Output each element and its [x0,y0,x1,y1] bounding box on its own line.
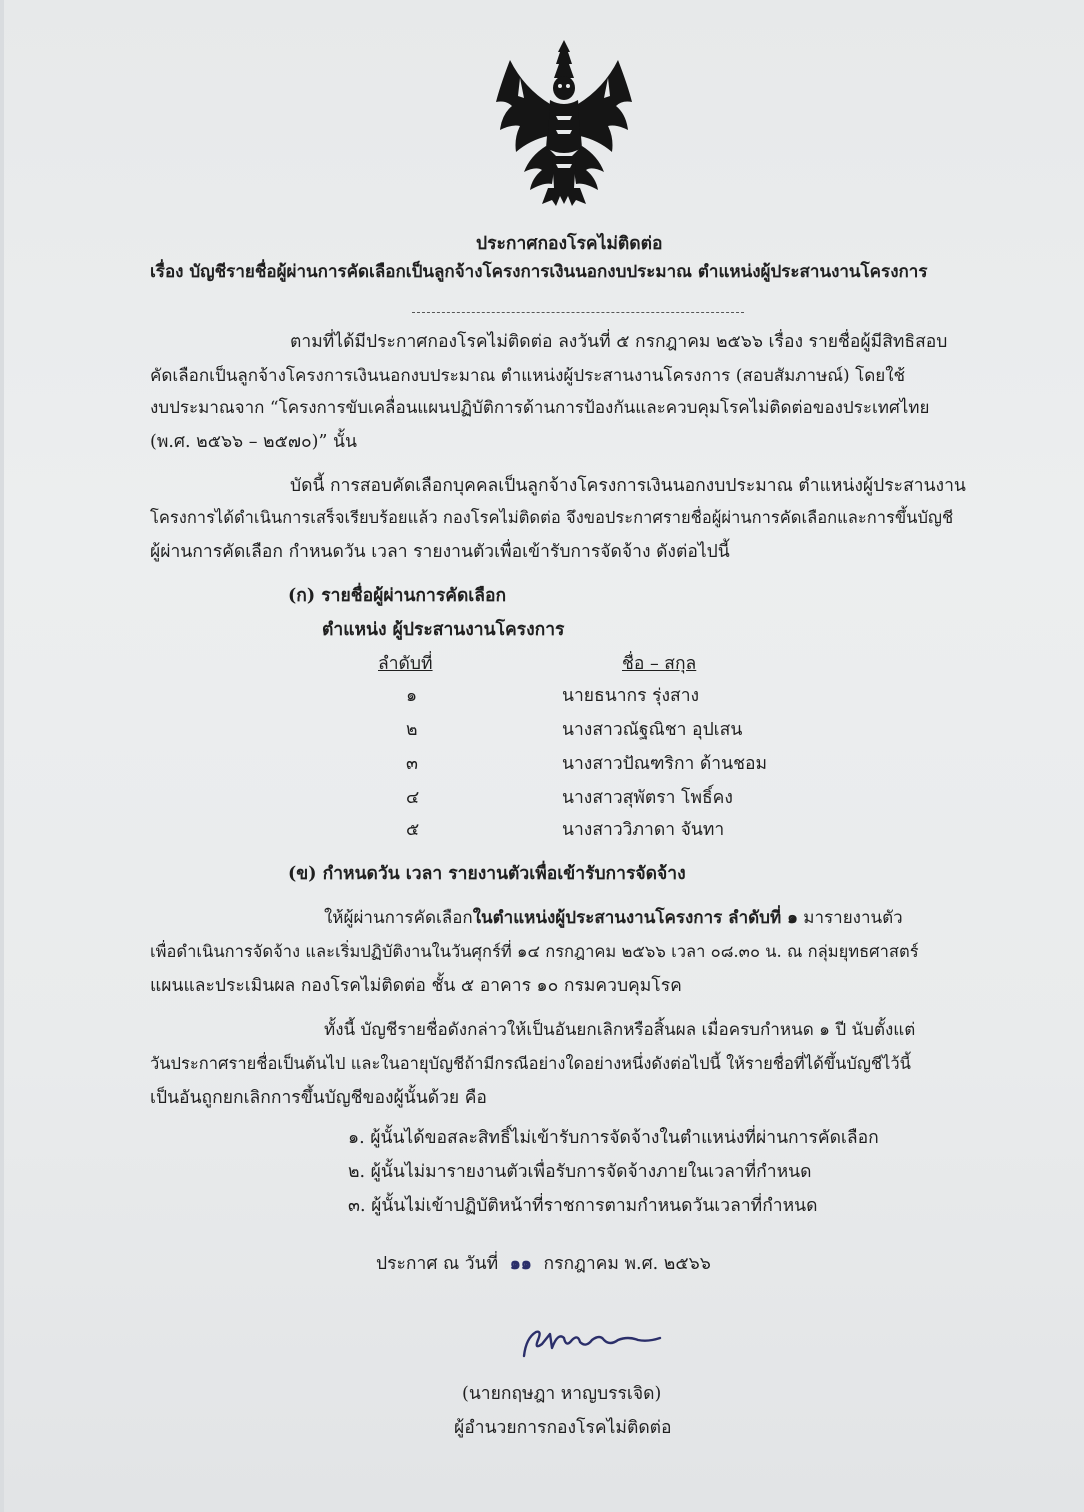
paragraph-line: (พ.ศ. ๒๕๖๖ – ๒๕๗๐)” นั้น [150,432,357,452]
paragraph-line: บัดนี้ การสอบคัดเลือกบุคคลเป็นลูกจ้างโครงการเงินนอกงบประมาณ ตำแหน่งผู้ประสานงาน [290,476,966,496]
signatory-title: ผู้อำนวยการกองโรคไม่ติดต่อ [454,1418,672,1438]
condition-item: ๒. ผู้นั้นไม่มารายงานตัวเพื่อรับการจัดจ้างภายในเวลาที่กำหนด [348,1162,812,1182]
condition-item: ๑. ผู้นั้นได้ขอสละสิทธิ์ไม่เข้ารับการจัดจ้างในตำแหน่งที่ผ่านการคัดเลือก [348,1128,879,1148]
row-name: นางสาวปัณฑริกา ด้านชอม [562,754,768,774]
paragraph-line: วันประกาศรายชื่อเป็นต้นไป และในอายุบัญชีถ้ามีกรณีอย่างใดอย่างหนึ่งดังต่อไปนี้ ให้รายชื่อที่ได้ขึ้นบัญชีไว้นี้ [150,1054,911,1073]
text-run: มารายงานตัว [797,908,903,928]
announce-suffix: กรกฎาคม พ.ศ. ๒๕๖๖ [543,1254,711,1274]
column-header-name: ชื่อ – สกุล [622,654,697,674]
announce-date [376,1256,711,1274]
condition-item: ๓. ผู้นั้นไม่เข้าปฏิบัติหน้าที่ราชการตามกำหนดวันเวลาที่กำหนด [348,1196,818,1216]
document-page [4,0,1084,1512]
row-name: นางสาววิภาดา จันทา [562,820,725,840]
section-b-heading: (ข) กำหนดวัน เวลา รายงานตัวเพื่อเข้ารับการจัดจ้าง [288,864,686,884]
row-order: ๔ [406,788,420,808]
paragraph-line: ผู้ผ่านการคัดเลือก กำหนดวัน เวลา รายงานตัวเพื่อเข้ารับการจัดจ้าง ดังต่อไปนี้ [150,542,730,562]
signatory-name: (นายกฤษฎา หาญบรรเจิด) [462,1384,662,1404]
row-name: นางสาวสุพัตรา โพธิ์คง [562,788,733,808]
paragraph-line: เป็นอันถูกยกเลิกการขึ้นบัญชีของผู้นั้นด้วย คือ [150,1088,487,1108]
paragraph-line: โครงการได้ดำเนินการเสร็จเรียบร้อยแล้ว กองโรคไม่ติดต่อ จึงขอประกาศรายชื่อผู้ผ่านการคัดเลือกและการขึ้นบัญชี [150,508,954,527]
announce-day: ๑๑ [509,1254,532,1274]
section-a-heading: (ก) รายชื่อผู้ผ่านการคัดเลือก [288,586,507,606]
paragraph-line: ตามที่ได้มีประกาศกองโรคไม่ติดต่อ ลงวันที่ ๕ กรกฎาคม ๒๕๖๖ เรื่อง รายชื่อผู้มีสิทธิสอบ [290,332,948,352]
row-order: ๒ [406,720,418,740]
paragraph-line: คัดเลือกเป็นลูกจ้างโครงการเงินนอกงบประมาณ ตำแหน่งผู้ประสานงานโครงการ (สอบสัมภาษณ์) โดยใช้ [150,366,906,386]
row-order: ๕ [406,820,420,840]
row-order: ๑ [406,686,418,706]
row-name: นางสาวณัฐณิชา อุปเสน [562,720,743,740]
row-order: ๓ [406,754,418,774]
document-subject: เรื่อง บัญชีรายชื่อผู้ผ่านการคัดเลือกเป็นลูกจ้างโครงการเงินนอกงบประมาณ ตำแหน่งผู้ประสานงานโครงการ [150,262,928,282]
paragraph-line: เพื่อดำเนินการจัดจ้าง และเริ่มปฏิบัติงานในวันศุกร์ที่ ๑๔ กรกฎาคม ๒๕๖๖ เวลา ๐๘.๓๐ น. ณ กลุ่มยุทธศาสตร์ [150,942,919,961]
paragraph-line [324,910,903,927]
signature-mark [516,1318,666,1362]
paragraph-line: งบประมาณจาก “โครงการขับเคลื่อนแผนปฏิบัติการด้านการป้องกันและควบคุมโรคไม่ติดต่อของประเทศไทย [150,398,930,418]
paragraph-line: ทั้งนี้ บัญชีรายชื่อดังกล่าวให้เป็นอันยกเลิกหรือสิ้นผล เมื่อครบกำหนด ๑ ปี นับตั้งแต่ [324,1020,916,1040]
document-title: ประกาศกองโรคไม่ติดต่อ [476,234,663,254]
divider [412,312,744,313]
announce-prefix: ประกาศ ณ วันที่ [376,1254,499,1274]
row-name: นายธนากร รุ่งสาง [562,686,700,706]
text-run-bold: ในตำแหน่งผู้ประสานงานโครงการ ลำดับที่ ๑ [472,908,798,928]
garuda-emblem-icon [490,38,638,208]
section-a-position: ตำแหน่ง ผู้ประสานงานโครงการ [322,620,565,640]
paragraph-line: แผนและประเมินผล กองโรคไม่ติดต่อ ชั้น ๕ อาคาร ๑๐ กรมควบคุมโรค [150,976,682,996]
text-run: ให้ผู้ผ่านการคัดเลือก [324,908,473,928]
column-header-order: ลำดับที่ [378,654,433,674]
